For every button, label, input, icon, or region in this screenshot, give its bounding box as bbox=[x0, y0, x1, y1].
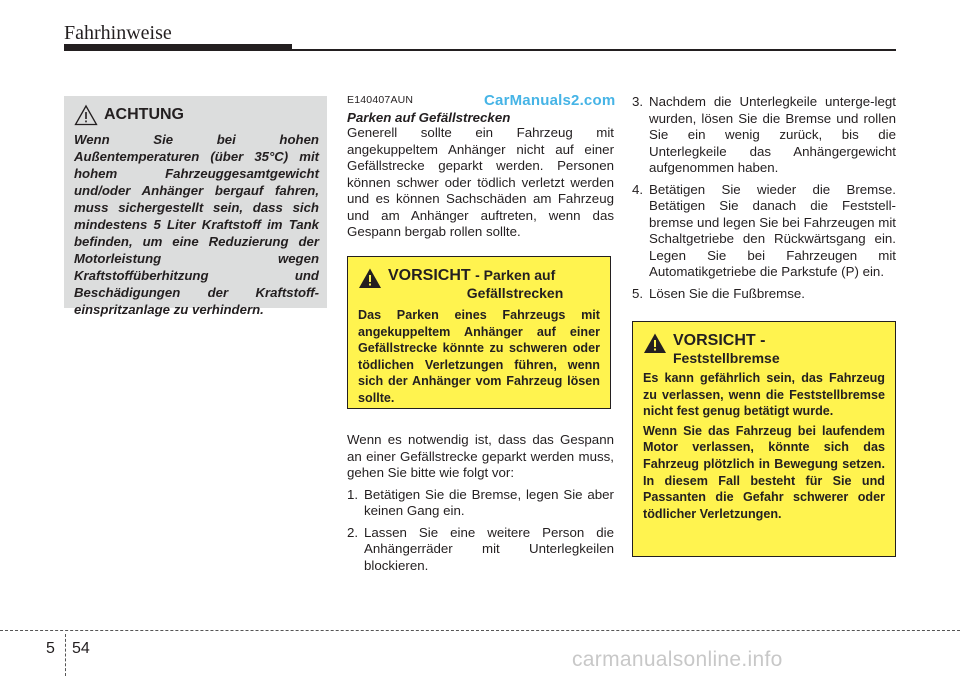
vorsicht-title: VORSICHT bbox=[388, 267, 471, 284]
steps-column-lower bbox=[347, 432, 614, 574]
list-item-number: 4. bbox=[632, 181, 644, 197]
vorsicht-feststellbremse-text2: Wenn Sie das Fahrzeug bei laufendem Motor verlassen, könnte sich das Fahrzeug plötzlich in Bewegung setzen. In diesem Fall besteht für Sie und Passanten die Gefahr schwerer oder tödlicher Verletzungen. bbox=[643, 423, 885, 521]
footer-divider bbox=[65, 634, 66, 676]
vorsicht-subtitle-line1: - Parken auf bbox=[475, 267, 556, 283]
carmanuals-watermark: CarManuals2.com bbox=[484, 92, 616, 109]
list-item-number: 2. bbox=[347, 524, 359, 540]
footer-watermark: carmanualsonline.info bbox=[572, 648, 783, 671]
list-item bbox=[632, 286, 896, 303]
list-item-text: Nachdem die Unterlegkeile unterge-legt wurden, lösen Sie die Bremse und rollen Sie ein wenig zurück, bis die Unterlegkeile das Anhängergewicht aufgenommen haben. bbox=[649, 94, 896, 175]
vorsicht-title: VORSICHT - bbox=[673, 332, 766, 349]
vorsicht-subtitle-line2: Gefällstrecken bbox=[466, 285, 564, 301]
list-item-number: 1. bbox=[347, 486, 359, 502]
vorsicht-feststellbremse-header bbox=[643, 332, 885, 366]
page-number: 54 bbox=[72, 640, 90, 657]
warning-triangle-icon bbox=[358, 267, 382, 289]
chapter-number: 5 bbox=[46, 640, 55, 657]
section-heading: Parken auf Gefällstrecken bbox=[347, 110, 511, 125]
list-item-number: 5. bbox=[632, 285, 644, 301]
list-item bbox=[347, 487, 614, 520]
section-column-upper bbox=[347, 94, 614, 241]
steps-column-right bbox=[632, 94, 896, 302]
header-rule-thin bbox=[292, 49, 896, 51]
header-rule-thick bbox=[64, 44, 292, 51]
achtung-box bbox=[64, 96, 327, 317]
vorsicht-parken-header bbox=[358, 267, 600, 301]
footer-rule bbox=[0, 630, 960, 631]
warning-triangle-icon bbox=[74, 104, 98, 126]
vorsicht-parken-text: Das Parken eines Fahrzeugs mit angekuppeltem Anhänger auf einer Gefällstrecke könnte zu schweren oder tödlichen Verletzungen führen, wenn sich der Anhänger vom Fahrzeug lösen sollte. bbox=[358, 308, 600, 405]
list-item-text: Betätigen Sie die Bremse, legen Sie aber keinen Gang ein. bbox=[364, 486, 614, 518]
achtung-title: ACHTUNG bbox=[104, 106, 184, 123]
warning-triangle-icon bbox=[643, 332, 667, 354]
section-code: E140407AUN bbox=[347, 94, 414, 106]
list-item-text: Lösen Sie die Fußbremse. bbox=[649, 285, 805, 301]
vorsicht-parken-box bbox=[347, 256, 611, 409]
steps-intro: Wenn es notwendig ist, dass das Gespann an einer Gefällstrecke geparkt werden muss, gehen Sie bitte wie folgt vor: bbox=[347, 432, 614, 480]
list-item-number: 3. bbox=[632, 94, 644, 109]
list-item bbox=[632, 182, 896, 281]
vorsicht-subtitle: Feststellbremse bbox=[673, 350, 780, 366]
vorsicht-feststellbremse-box bbox=[632, 321, 896, 557]
page-header-title: Fahrhinweise bbox=[64, 22, 172, 44]
list-item-text: Lassen Sie eine weitere Person die Anhängerräder mit Unterlegkeilen blockieren. bbox=[364, 524, 614, 573]
achtung-text: Wenn Sie bei hohen Außentemperaturen (über 35°C) mit hohem Fahrzeuggesamtgewicht und/oder Anhänger bergauf fahren, muss sichergestellt sein, dass sich mindestens 5 Liter Kraftstoff im Tank befinden, um eine Reduzierung der Motorleistung wegen Kraftstoffüberhitzung und Beschädigungen der Kraftstoff-einspritzanlage zu verhindern. bbox=[74, 132, 319, 317]
section-intro: Generell sollte ein Fahrzeug mit angekuppeltem Anhänger nicht auf einer Gefällstrecke geparkt werden. Personen können schwer oder tödlich verletzt werden und es können Sachschäden am Fahrzeug und am Anhänger auftreten, wenn das Gespann bergab rollen sollte. bbox=[347, 125, 614, 239]
vorsicht-feststellbremse-text1: Es kann gefährlich sein, das Fahrzeug zu verlassen, wenn die Feststellbremse nicht fest genug betätigt wurde. bbox=[643, 371, 885, 419]
achtung-header bbox=[74, 104, 319, 126]
list-item bbox=[632, 94, 896, 177]
list-item bbox=[347, 525, 614, 575]
list-item-text: Betätigen Sie wieder die Bremse. Betätigen Sie danach die Feststell-bremse und legen Sie bei Fahrzeugen mit Schaltgetriebe den Rückwärtsgang ein. Legen Sie bei Fahrzeugen mit Automatikgetriebe die Parkstufe (P) ein. bbox=[649, 181, 896, 279]
